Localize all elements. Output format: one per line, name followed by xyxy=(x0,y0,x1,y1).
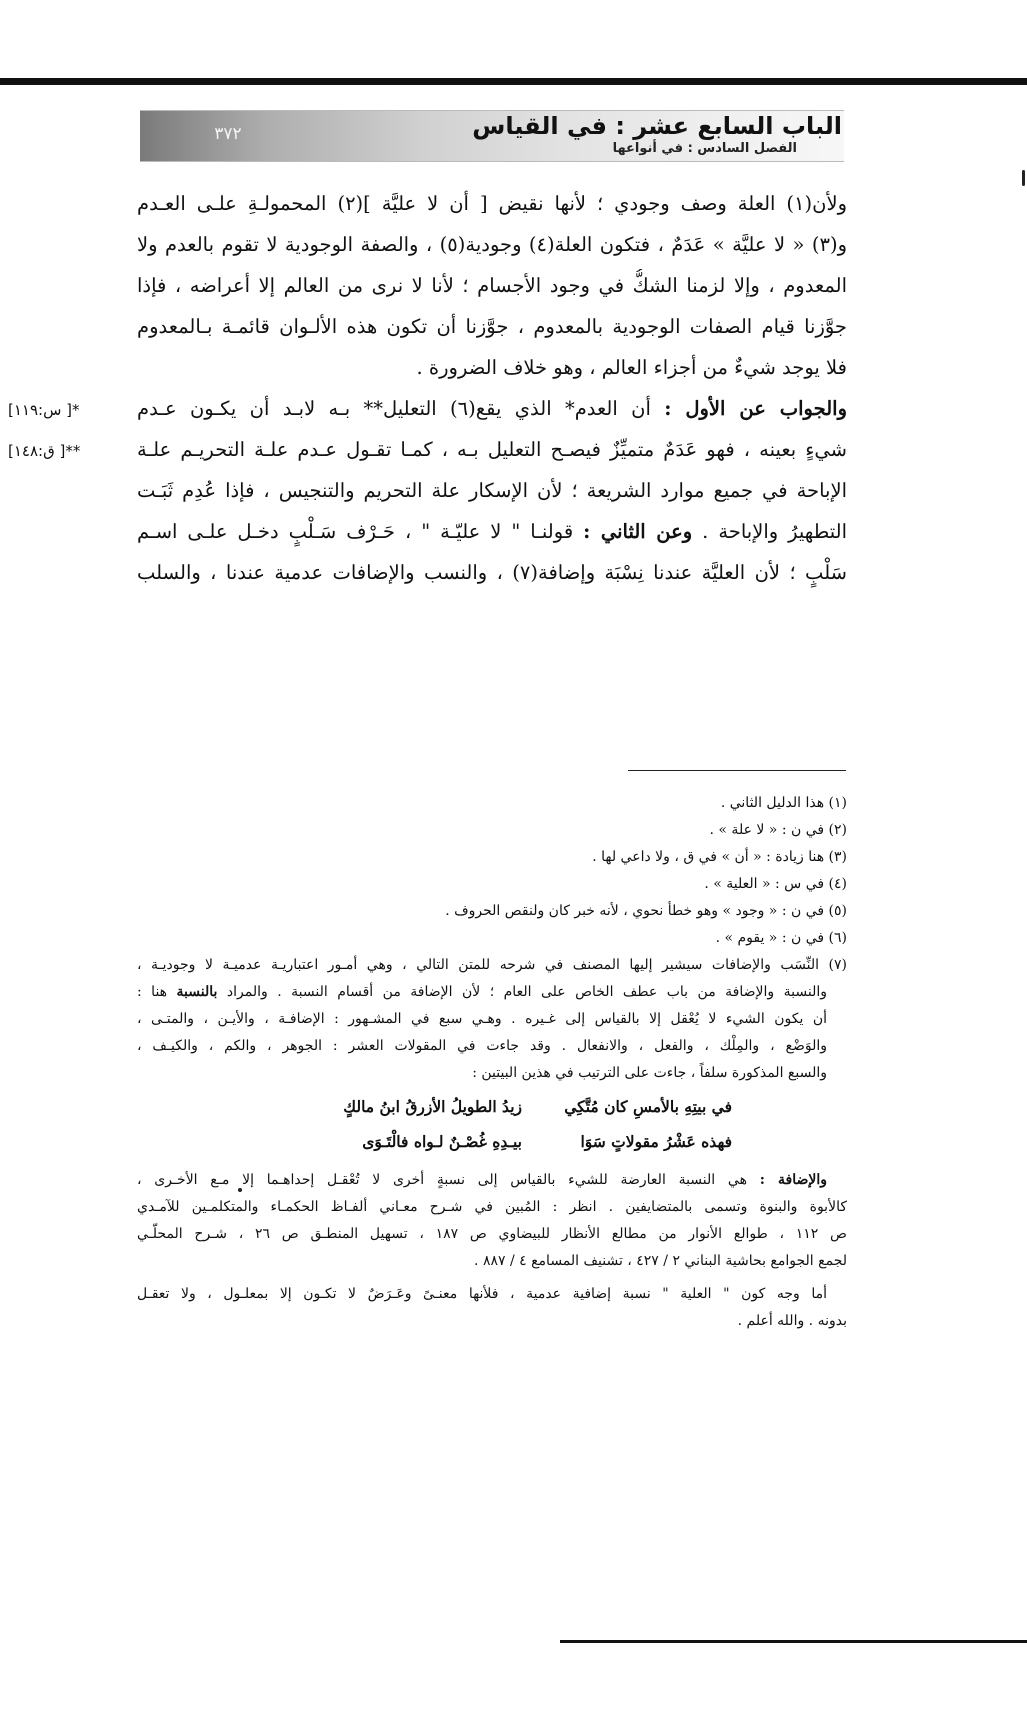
body-line-5: فلا يوجد شيءٌ من أجزاء العالم ، وهو خلاف الضرورة . xyxy=(416,356,847,379)
idafa-line-2: كالأبوة والبنوة وتسمى بالمتضايفين . انظر : المُبين في شـرح معـاني ألفـاظ الحكمـاء والمتكلمـين للآمـدي xyxy=(137,1199,847,1215)
top-border-rule xyxy=(0,78,1027,85)
body-line-3: المعدوم ، وإلا لزمنا الشكُّ في وجود الأجسام ؛ لأنا لا نرى من العالم إلا أعراضه ، فإذا xyxy=(137,274,847,297)
answer1-text: أن العدم* الذي يقع(٦) التعليل** بـه لابـد أن يكـون عـدم xyxy=(137,397,665,420)
body-line-4: جوَّزنا قيام الصفات الوجودية بالمعدوم ، جوَّزنا أن تكون هذه الألـوان قائمـة بـالمعدوم xyxy=(137,315,847,338)
bottom-border-rule xyxy=(560,1640,1027,1643)
footnote-7-line-4: والوَضْع ، والمِلْك ، والفعل ، والانفعال . وقد جاءت في المقولات العشر : الجوهر ، والكم ، والكيـف ، xyxy=(137,1038,827,1054)
body-line-9-start: التطهيرُ والإباحة . xyxy=(692,520,847,543)
scan-edge-mark xyxy=(1022,170,1025,186)
closing-line-2: بدونه . والله أعلم . xyxy=(737,1313,847,1329)
footnote-separator xyxy=(628,770,846,771)
page-number: ٣٧٢ xyxy=(214,124,242,144)
footnote-7-line-5: والسبع المذكورة سلفاً ، جاءت على الترتيب في هذين البيتين : xyxy=(472,1065,827,1081)
footnote-7-bold-term: بالنسبة xyxy=(176,984,218,1000)
body-line-8: الإباحة في جميع موارد الشريعة ؛ لأن الإسكار علة التحريم والتنجيس ، فإذا عُدِم ثَبَـت xyxy=(137,479,847,502)
body-line-6 xyxy=(137,392,847,426)
footnote-5: (٥) في ن : « وجود » وهو خطأ نحوي ، لأنه خبر كان ولنقص الحروف . xyxy=(445,903,847,919)
answer2-lead: وعن الثاني : xyxy=(583,520,693,543)
footnote-7-line-1: (٧) النِّسَب والإضافات سيشير إليها المصنف في شرحه للمتن التالي ، وهي أمـور اعتباريـة عدميـة لا وجوديـة ، xyxy=(137,957,847,973)
footnote-7-line-3: أن يكون الشيء لا يُعْقل إلا بالقياس إلى غـيره . وهـي سبع في المشـهور : الإضافـة ، والأيـن ، والمتـى ، xyxy=(137,1011,827,1027)
verse-2-second-half: فهذه عَشْرُ مقولاتٍ سَوَا xyxy=(580,1132,732,1151)
footnote-7-line-2-text: والنسبة والإضافة من باب عطف الخاص على العام ؛ لأن الإضافة من أقسام النسبة . والمراد xyxy=(217,984,827,1000)
section-title: الفصل السادس : في أنواعها xyxy=(612,141,797,156)
body-line-9-end: قولنـا " لا عليّـة " ، حَـرْف سَـلْبٍ دخـل علـى اسـم xyxy=(137,520,584,543)
body-line-1: ولأن(١) العلة وصف وجودي ؛ لأنها نقيض [ أن لا عليَّة ](٢) المحمولـةِ علـى العـدم xyxy=(137,192,847,215)
answer1-lead: والجواب عن الأول : xyxy=(664,397,847,420)
chapter-title: الباب السابع عشر : في القياس xyxy=(472,112,842,140)
footnote-7-line-2 xyxy=(137,979,827,1005)
closing-line-1: أما وجه كون " العلية " نسبة إضافية عدمية ، فلأنها معنـىً وعَـرَضٌ لا تكـون إلا بمعلـول ، ولا تعقـل xyxy=(137,1286,827,1302)
idafa-line-4: لجمع الجوامع بحاشية البناني ٢ / ٤٢٧ ، تشنيف المسامع ٤ / ٨٨٧ . xyxy=(474,1253,847,1269)
verse-2-first-half: بيـدِهِ غُصْـنٌ لـواه فالْتَـوَى xyxy=(362,1132,522,1151)
idafa-lead: والإضافة : xyxy=(759,1172,827,1188)
side-note-2: **[ ق:١٤٨] xyxy=(8,442,81,460)
footnote-7-line-2-end: هنا : xyxy=(137,984,177,1000)
footnote-3: (٣) هنا زيادة : « أن » في ق ، ولا داعي لها . xyxy=(592,849,847,865)
verse-1-first-half: زيدُ الطويلُ الأزرقُ ابنُ مالكٍ xyxy=(343,1097,522,1116)
body-line-9 xyxy=(137,515,847,549)
side-note-1: *[ س:١١٩] xyxy=(8,401,80,419)
body-line-10: سَلْبٍ ؛ لأن العليَّة عندنا نِسْبَة وإضافة(٧) ، والنسب والإضافات عدمية عندنا ، والسلب xyxy=(137,561,847,584)
idafa-line-3: ص ١١٢ ، طوالع الأنوار من مطالع الأنظار للبيضاوي ص ١٨٧ ، تسهيل المنطـق ص ٢٦ ، شـرح المحلّـي xyxy=(137,1226,847,1242)
footnote-2: (٢) في ن : « لا علة » . xyxy=(709,822,847,838)
idafa-line-1-text: هي النسبة العارضة للشيء بالقياس إلى نسبةٍ أخرى لا تُعْقـل إحداهـما إلا مـع الأخـرى ، xyxy=(137,1172,760,1188)
idafa-line-1 xyxy=(137,1167,827,1193)
footnote-4: (٤) في س : « العلية » . xyxy=(704,876,847,892)
footnote-1: (١) هذا الدليل الثاني . xyxy=(720,795,847,811)
footnote-6: (٦) في ن : « يقوم » . xyxy=(715,930,847,946)
body-line-7: شيءٍ بعينه ، فهو عَدَمٌ متميِّزٌ فيصـح التعليل بـه ، كمـا تقـول عـدم علـة التحريـم علـة xyxy=(137,438,847,461)
verse-1-second-half: في بيتِهِ بالأمسِ كان مُتَّكِي xyxy=(564,1097,732,1116)
body-line-2: و(٣) « لا عليَّة » عَدَمٌ ، فتكون العلة(٤) وجودية(٥) ، والصفة الوجودية لا تقوم بالعدم ولا xyxy=(137,233,847,256)
